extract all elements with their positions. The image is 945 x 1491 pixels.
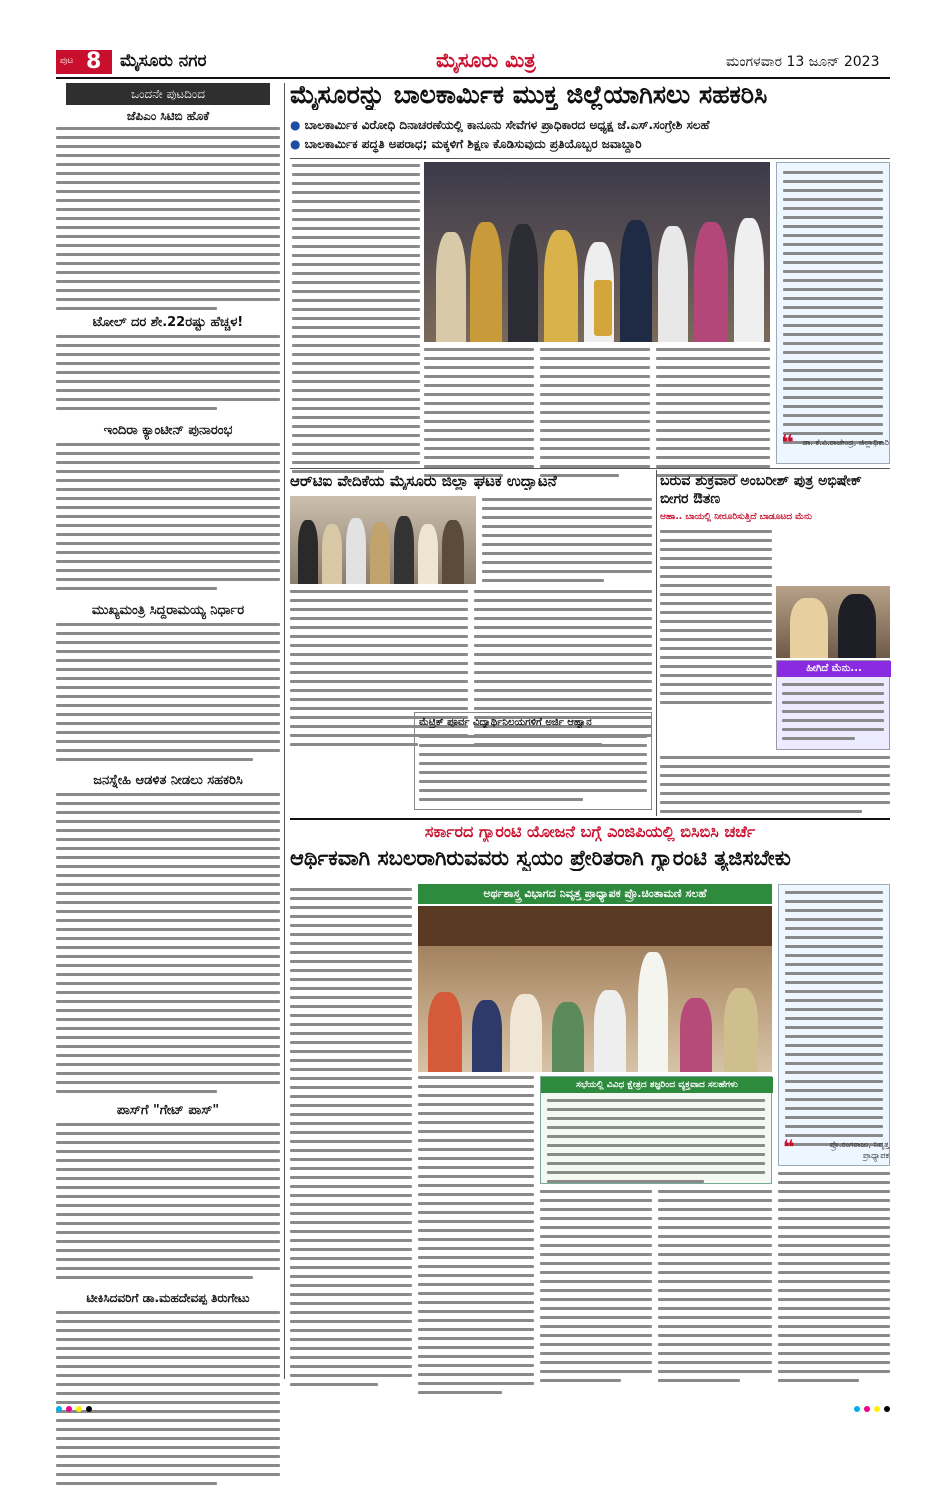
body-text [56, 793, 280, 1099]
lead-headline: ಮೈಸೂರನ್ನು ಬಾಲಕಾರ್ಮಿಕ ಮುಕ್ತ ಜಿಲ್ಲೆಯಾಗಿಸಲು ಸಹಕರಿಸಿ [290, 80, 768, 109]
item-heading: ಜನಸ್ನೇಹಿ ಆಡಳಿತ ನೀಡಲು ಸಹಕರಿಸಿ [93, 773, 243, 788]
page-header [56, 48, 890, 76]
quote-text [783, 171, 883, 450]
item-heading: ಜೆಪಿಎಂ ಸಿಟಿಬಿ ಹೊಕೆ [126, 109, 210, 123]
rti-headline: ಆರ್‌ಟಿಐ ವೇದಿಕೆಯ ಮೈಸೂರು ಜಿಲ್ಲಾ ಘಟಕ ಉದ್ಘಾಟನೆ [290, 472, 557, 490]
lead-body [656, 348, 770, 483]
guarantee-body [290, 888, 412, 1392]
meeting-photo [418, 906, 772, 1072]
section-name: ಮೈಸೂರು ನಗರ [120, 51, 207, 71]
column-divider [656, 470, 657, 816]
header-rule [56, 77, 890, 79]
quote-attribution: ಪ್ರೊ.ರಂಗರಾಜು, ನಿವೃತ್ತ ಪ್ರಾಧ್ಯಾಪಕ [829, 1140, 889, 1160]
quote-mark-icon: ❝ [781, 431, 794, 456]
menu-items [782, 683, 884, 746]
item-heading: ಪಾಸ್‌ಗೆ "ಗೇಟ್ ಪಾಸ್" [116, 1103, 220, 1118]
lead-rule [290, 158, 890, 159]
item-heading: ಟೀಕಿಸಿದವರಿಗೆ ಡಾ.ಮಹದೇವಪ್ಪ ತಿರುಗೇಟು [86, 1291, 250, 1305]
guarantee-body [418, 1076, 534, 1400]
quote-text [785, 891, 883, 1152]
column-divider [284, 83, 285, 1379]
item-heading: ಇಂದಿರಾ ಕ್ಯಾಂಟೀನ್ ಪುನಾರಂಭ [103, 423, 233, 438]
body-text [56, 1123, 280, 1285]
item-heading: ಮುಖ್ಯಮಂತ್ರಿ ಸಿದ್ದರಾಮಯ್ಯ ನಿರ್ಧಾರ [91, 603, 245, 618]
body-text [56, 443, 280, 596]
page-label: ಪುಟ [60, 56, 74, 66]
scholarship-headline: ಮೆಟ್ರಿಕ್ ಪೂರ್ವ ವಿದ್ಯಾರ್ಥಿನಿಲಯಗಳಿಗೆ ಅರ್ಜಿ ಆಹ್ವಾನ [419, 717, 592, 728]
quote-mark-icon: ❝ [783, 1135, 795, 1159]
lead-subheading: ● ಬಾಲಕಾರ್ಮಿಕ ವಿರೋಧಿ ದಿನಾಚರಣೆಯಲ್ಲಿ ಕಾನೂನು ಸೇವೆಗಳ ಪ್ರಾಧಿಕಾರದ ಅಧ್ಯಕ್ಷ ಜೆ.ಎಸ್.ಸಂಗ್ರೇಶಿ ಸಲಹೆ ● ಬಾಲಕಾರ್ಮಿಕ ಪದ್ಧತಿ ಅಪರಾಧ; ಮಕ್ಕಳಿಗೆ ಶಿಕ್ಷಣ ಕೊಡಿಸುವುದು ಪ್ರತಿಯೊಬ್ಬರ ಜವಾಬ್ದಾರಿ [290, 118, 710, 151]
item-heading: ಟೋಲ್ ದರ ಶೇ.22ರಷ್ಟು ಹೆಚ್ಚಳ! [92, 315, 244, 330]
menu-title: ಹೀಗಿದೆ ಮೆನು... [777, 661, 891, 677]
masthead: ಮೈಸೂರು ಮಿತ್ರ [436, 48, 536, 72]
print-registration-marks [56, 1404, 890, 1414]
scholarship-body [419, 735, 647, 807]
couple-photo [776, 586, 890, 658]
body-text [56, 1311, 280, 1491]
collector-quote-box [776, 162, 890, 464]
page-number: 8 [86, 49, 102, 74]
lead-body [292, 164, 420, 479]
menu-box [776, 660, 890, 750]
body-text [56, 623, 280, 767]
wedding-body [660, 530, 772, 710]
lead-event-photo [424, 162, 770, 342]
suggestions-box [540, 1076, 772, 1184]
wedding-body [660, 756, 890, 819]
body-text [56, 335, 280, 416]
lead-body [540, 348, 650, 483]
suggestions-list [547, 1099, 765, 1189]
expert-quote-box [778, 884, 890, 1166]
quote-attribution: ಡಾ. ಕೆ.ವಿ.ರಾಜೇಂದ್ರ, ಜಿಲ್ಲಾಧಿಕಾರಿ [802, 438, 889, 447]
guarantee-body [778, 1172, 890, 1388]
scholarship-box [414, 712, 652, 810]
wedding-kicker: ಆಹಾ.. ಬಾಯಲ್ಲಿ ನೀರೂರಿಸುತ್ತಿದೆ ಬಾಡೂಟದ ಮೆನು [660, 512, 812, 522]
body-text [56, 127, 280, 316]
section-rule [290, 468, 890, 469]
page-number-badge [56, 50, 112, 74]
photo-caption-bar: ಅರ್ಥಶಾಸ್ತ್ರ ವಿಭಾಗದ ನಿವೃತ್ತ ಪ್ರಾಧ್ಯಾಪಕ ಪ್ರೊ.ಚಿಂತಾಮಣಿ ಸಲಹೆ [418, 884, 772, 904]
guarantee-body [658, 1190, 772, 1388]
left-column [56, 83, 280, 1379]
suggestions-title: ಸಭೆಯಲ್ಲಿ ವಿವಿಧ ಕ್ಷೇತ್ರದ ತಜ್ಞರಿಂದ ವ್ಯಕ್ತವಾದ ಸಲಹೆಗಳು [541, 1077, 773, 1093]
guarantee-body [540, 1190, 652, 1388]
wedding-headline: ಬರುವ ಶುಕ್ರವಾರ ಅಂಬರೀಶ್ ಪುತ್ರ ಅಭಿಷೇಕ್ ಬೀಗರ ಔತಣ [660, 473, 862, 507]
rti-event-photo [290, 496, 476, 584]
guarantee-headline: ಆರ್ಥಿಕವಾಗಿ ಸಬಲರಾಗಿರುವವರು ಸ್ವಯಂ ಪ್ರೇರಿತರಾಗಿ ಗ್ಯಾರಂಟಿ ತ್ಯಜಿಸಬೇಕು [290, 846, 791, 870]
lead-body [424, 348, 534, 483]
section-rule [290, 818, 890, 820]
continued-banner: ಒಂದನೇ ಪುಟದಿಂದ [66, 83, 270, 105]
issue-date: ಮಂಗಳವಾರ 13 ಜೂನ್ 2023 [726, 54, 880, 70]
rti-body [482, 498, 652, 588]
guarantee-kicker: ಸರ್ಕಾರದ ಗ್ಯಾರಂಟಿ ಯೋಜನೆ ಬಗ್ಗೆ ಎಂಜಿಪಿಯಲ್ಲಿ ಬಿಸಿಬಿಸಿ ಚರ್ಚೆ [424, 822, 756, 841]
